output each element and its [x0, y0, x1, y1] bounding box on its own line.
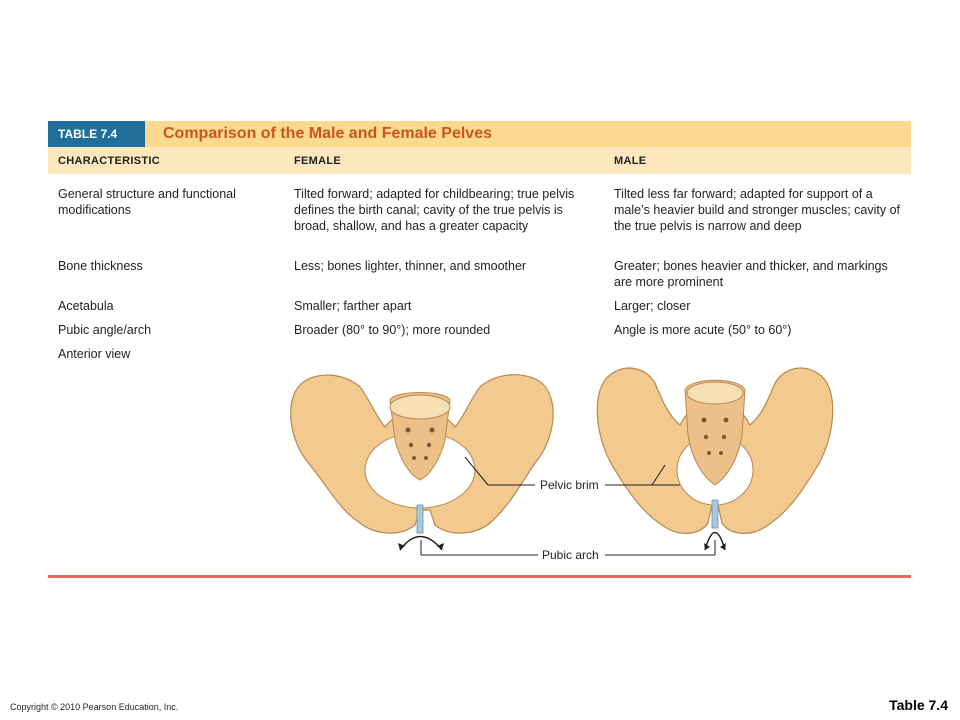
- column-header-female: FEMALE: [294, 155, 342, 167]
- female-pelvis-illustration: [291, 375, 553, 550]
- row-3-male: Larger; closer: [614, 299, 691, 313]
- row-1-male: Tilted less far forward; adapted for support of a male’s heavier build and stronger muscles; cavity of the true pelvis is narrow and deep: [614, 187, 901, 233]
- row-1-female: Tilted forward; adapted for childbearing; true pelvis defines the birth canal; cavity of the true pelvis is broad, shallow, and has a greater capacity: [294, 187, 575, 233]
- table-title-bar: [48, 121, 911, 147]
- column-header-male: MALE: [614, 155, 647, 167]
- pubic-arch-label: Pubic arch: [542, 548, 599, 562]
- row-2-male: Greater; bones heavier and thicker, and markings are more prominent: [614, 259, 888, 289]
- pelvis-comparison-figure: [280, 345, 840, 570]
- table-title: Comparison of the Male and Female Pelves: [163, 125, 492, 142]
- slide-table-label: Table 7.4: [889, 697, 948, 713]
- row-5-characteristic: Anterior view: [58, 347, 131, 361]
- copyright-notice: Copyright © 2010 Pearson Education, Inc.: [10, 702, 179, 712]
- row-4-characteristic: Pubic angle/arch: [58, 323, 152, 337]
- table-header-row: [48, 147, 911, 174]
- row-3-female: Smaller; farther apart: [294, 299, 412, 313]
- table-bottom-rule: [48, 575, 911, 578]
- column-header-characteristic: CHARACTERISTIC: [58, 155, 160, 167]
- row-2-female: Less; bones lighter, thinner, and smoother: [294, 259, 527, 273]
- male-pelvis-illustration: [597, 368, 832, 550]
- row-4-male: Angle is more acute (50° to 60°): [614, 323, 792, 337]
- row-1-characteristic: General structure and functional modifications: [58, 187, 236, 217]
- table-number-tag: TABLE 7.4: [48, 121, 145, 147]
- row-4-female: Broader (80° to 90°); more rounded: [294, 323, 491, 337]
- pelvic-brim-label: Pelvic brim: [540, 478, 599, 492]
- row-3-characteristic: Acetabula: [58, 299, 114, 313]
- row-2-characteristic: Bone thickness: [58, 259, 143, 273]
